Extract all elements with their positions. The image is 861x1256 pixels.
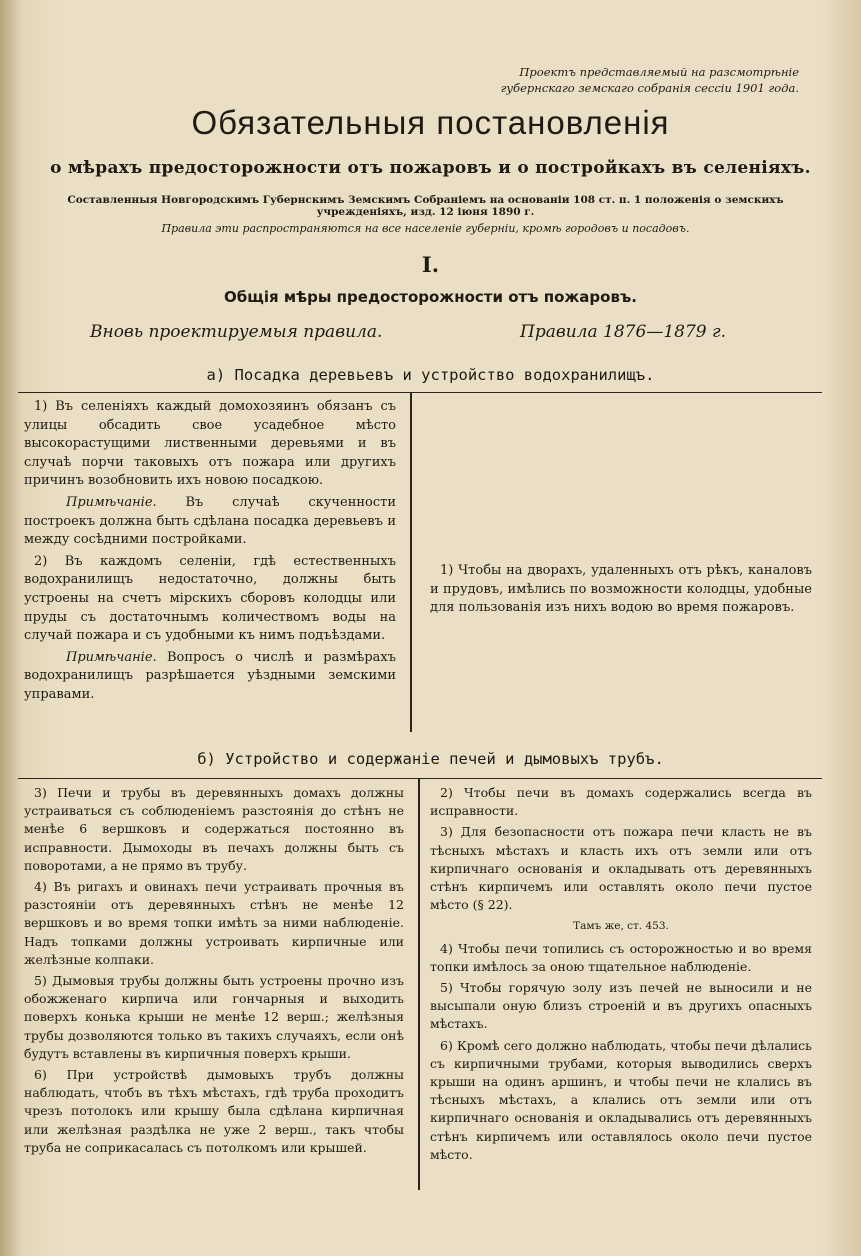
- note-text: Въ случаѣ скученности построекъ должна быть сдѣлана посадка деревьевъ и между сосѣдними постройками.: [24, 494, 396, 548]
- divider-line: [18, 778, 822, 779]
- rule-paragraph: 6) Кромѣ сего должно наблюдать, чтобы печи дѣлались съ кирпичными трубами, которыя выводились сверхъ крыши на одинъ аршинъ, и чтобы печи не клались въ тѣсныхъ мѣстахъ, а клались отъ земли или отъ кирпичнаго основанія и окладывались отъ деревянныхъ стѣнъ кирпичемъ или оставлялось около печи пустое мѣсто.: [430, 1037, 812, 1162]
- compiled-note: Составленныя Новгородскимъ Губернскимъ Земскимъ Собраніемъ на основаніи 108 ст. п. 1 положенія о земскихъ учрежденіяхъ, изд. 12 іюня 1890 г.: [67, 194, 784, 218]
- subsection-b-title: б) Устройство и содержаніе печей и дымовыхъ трубъ.: [197, 750, 664, 768]
- divider-line: [18, 392, 822, 393]
- rule-paragraph: 4) Въ ригахъ и овинахъ печи устраивать прочныя въ разстояніи отъ деревянныхъ стѣнъ не менѣе 12 вершковъ и во время топки имѣть за ними наблюденіе. Надъ топками должны устроивать кирпичные или желѣзные колпаки.: [24, 879, 404, 967]
- section-number: I.: [421, 252, 440, 277]
- part-b-right-column: [430, 784, 812, 1167]
- rule-paragraph: 1) Въ селеніяхъ каждый домохозяинъ обязанъ съ улицы обсадить свое усадебное мѣсто высокорастущими лиственными деревьями и въ случаѣ порчи таковыхъ отъ пожара или другихъ причинъ возобновить ихъ новою посадкою.: [24, 399, 396, 489]
- page-subtitle: о мѣрахъ предосторожности отъ пожаровъ и о постройкахъ въ селеніяхъ.: [50, 158, 811, 178]
- note-label: Примѣчаніе.: [66, 494, 157, 510]
- rule-paragraph: 5) Дымовыя трубы должны быть устроены прочно изъ обожженаго кирпича или гончарныя и выходить поверхъ конька крыши не менѣе 12 верш.; желѣзныя трубы дозволяются только въ такихъ случаяхъ, если онѣ будутъ вставлены въ кирпичныя поверхъ крыши.: [24, 973, 404, 1061]
- rule-paragraph: 4) Чтобы печи топились съ осторожностью и во время топки имѣлось за оною тщательное наблюденіе.: [430, 940, 812, 974]
- applies-note: Правила эти распространяются на все населеніе губерніи, кромѣ городовъ и посадовъ.: [161, 222, 690, 235]
- part-b-left-column: [24, 784, 404, 1160]
- rule-paragraph: 3) Печи и трубы въ деревянныхъ домахъ должны устраиваться съ соблюденіемъ разстоянія до стѣнъ не менѣе 6 вершковъ и содержаться постоянно въ исправности. Дымоходы въ печахъ должны быть съ поворотами, а не прямо въ трубу.: [24, 785, 404, 873]
- rule-paragraph: 2) Въ каждомъ селеніи, гдѣ естественныхъ водохранилищъ недостаточно, должны быть устроены на счетъ мірскихъ сборовъ колодцы или пруды съ достаточнымъ количествомъ воды на случай пожара и съ удобными къ нимъ подъѣздами.: [24, 553, 396, 644]
- column-divider: [418, 778, 420, 1190]
- project-note-line1: Проектъ представляемый на разсмотрѣніе: [519, 65, 799, 79]
- note-label: Примѣчаніе.: [66, 649, 157, 665]
- column-heading-new-rules: Вновь проектируемыя правила.: [90, 322, 383, 342]
- project-note: [499, 64, 799, 96]
- rule-paragraph: 2) Чтобы печи въ домахъ содержались всегда въ исправности.: [430, 785, 812, 819]
- project-note-line2: губернскаго земскаго собранія сессіи 1901 года.: [500, 81, 799, 95]
- rule-paragraph: 1) Чтобы на дворахъ, удаленныхъ отъ рѣкъ, каналовъ и прудовъ, имѣлись по возможности колодцы, удобные для пользованія изъ нихъ водою во время пожаровъ.: [430, 563, 812, 616]
- part-a-right-column: [430, 562, 812, 621]
- part-a-left-column: [24, 398, 396, 708]
- note-text: Вопросъ о числѣ и размѣрахъ водохранилищъ разрѣшается уѣздными земскими управами.: [24, 649, 396, 702]
- note-paragraph: [24, 494, 396, 550]
- rule-paragraph: 5) Чтобы горячую золу изъ печей не выносили и не высыпали оную близъ строеній и въ другихъ опасныхъ мѣстахъ.: [430, 980, 812, 1032]
- citation: Тамъ же, ст. 453.: [573, 920, 669, 933]
- page-title: Обязательныя постановленія: [191, 104, 670, 141]
- column-divider: [410, 392, 412, 732]
- rule-paragraph: 3) Для безопасности отъ пожара печи класть не въ тѣсныхъ мѣстахъ и класть ихъ отъ земли или отъ кирпичнаго основанія и окладывать отъ деревянныхъ стѣнъ кирпичемъ или оставлять около печи пустое мѣсто (§ 22).: [430, 824, 812, 913]
- section-title: Общія мѣры предосторожности отъ пожаровъ.: [224, 288, 637, 306]
- subsection-a-title: а) Посадка деревьевъ и устройство водохранилищъ.: [206, 366, 655, 384]
- column-heading-old-rules: Правила 1876—1879 г.: [520, 322, 726, 342]
- rule-paragraph: 6) При устройствѣ дымовыхъ трубъ должны наблюдать, чтобъ въ тѣхъ мѣстахъ, гдѣ труба проходитъ чрезъ потолокъ или крышу была сдѣлана кирпичная или желѣзная раздѣлка не уже 2 верш., такъ чтобы труба не соприкасалась съ потолкомъ или крышей.: [24, 1067, 404, 1155]
- note-paragraph: [24, 649, 396, 705]
